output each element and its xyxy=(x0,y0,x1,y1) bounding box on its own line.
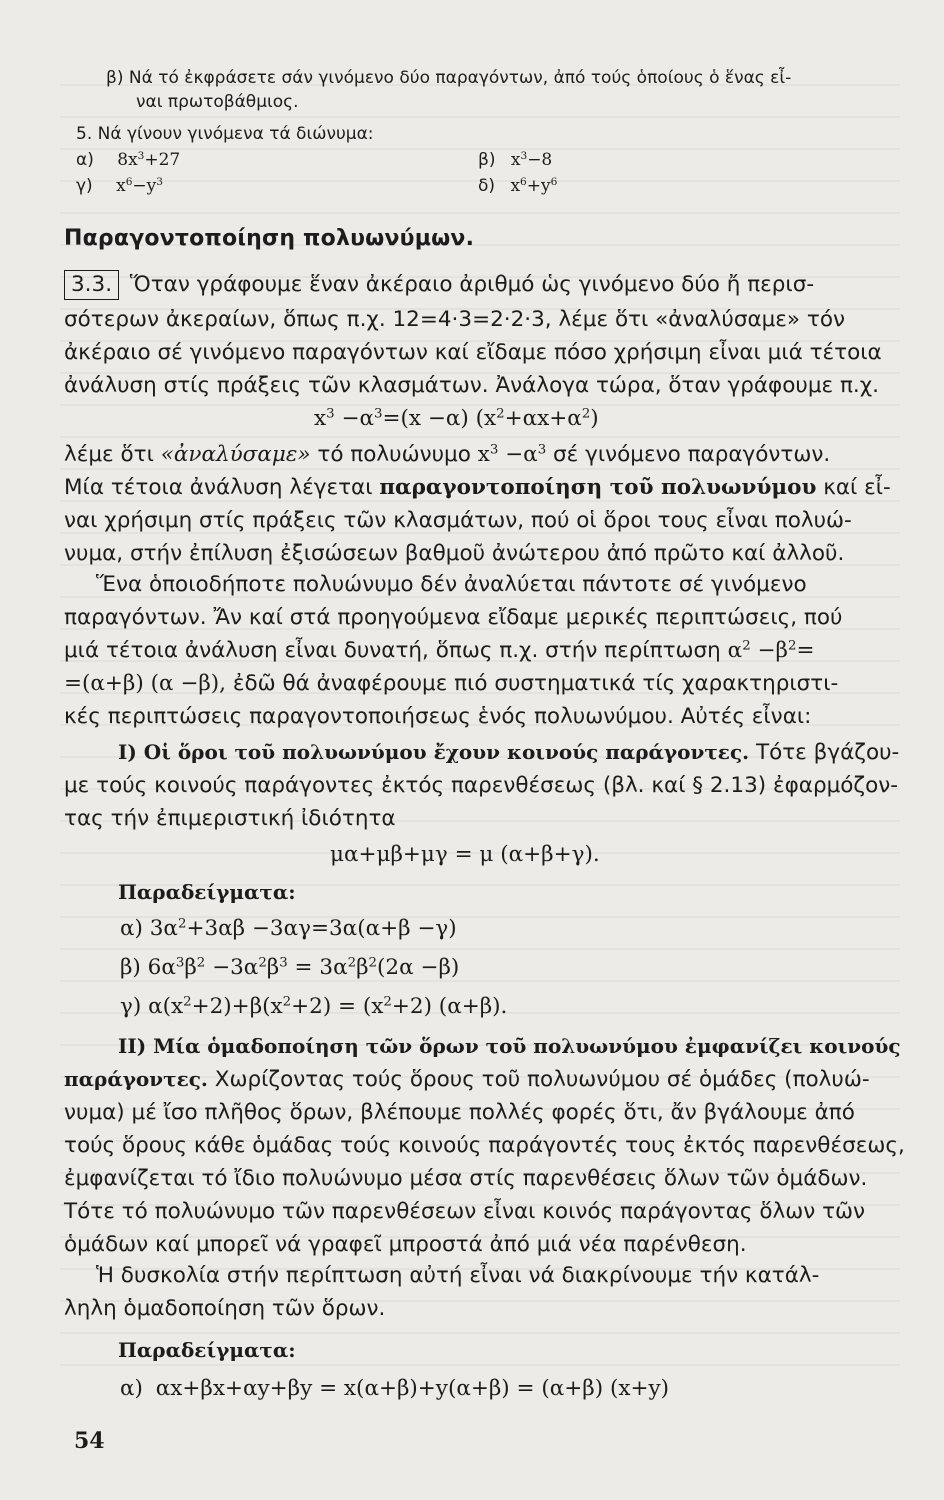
distributive-formula: μα+μβ+μγ = μ (α+β+γ). xyxy=(330,842,600,867)
exercise-5-heading: 5. Νά γίνουν γινόμενα τά διώνυμα: xyxy=(76,124,374,144)
case1-example-a: α) $3\alpha^2+3\alpha\beta -3\alpha\gamma=3\alpha(\alpha+\beta -\gamma)$ xyxy=(120,916,457,941)
p1-line2: σότερων ἀκεραίων, ὅπως π.χ. 12=4·3=2·2·3, λέμε ὅτι «ἀναλύσαμε» τόν xyxy=(64,307,846,332)
case2-line7: Ἡ δυσκολία στήν περίπτωση αὐτή εἶναι νά διακρίνουμε τήν κατάλ- xyxy=(96,1263,820,1288)
p2-line1: Ἕνα ὁποιοδήποτε πολυώνυμο δέν ἀναλύεται πάντοτε σέ γινόμενο xyxy=(96,572,807,597)
case1-line1: I) Οἱ ὅροι τοῦ πολυωνύμου ἔχουν κοινούς παράγοντες. Τότε βγάζου- xyxy=(118,740,900,765)
p2-line2: παραγόντων. Ἄν καί στά προηγούμενα εἴδαμε μερικές περιπτώσεις, πού xyxy=(64,605,843,630)
case2-line1: παράγοντες. Χωρίζοντας τούς ὅρους τοῦ πολυωνύμου σέ ὁμάδες (πολυώ- xyxy=(64,1067,870,1092)
exercise-beta-line1: β) Νά τό ἐκφράσετε σάν γινόμενο δύο παραγόντων, ἀπό τούς ὁποίους ὁ ἕνας εἶ- xyxy=(106,68,792,88)
case2-line3: τούς ὅρους κάθε ὁμάδας τούς κοινούς παράγοντές τους ἐκτός παρενθέσεως, xyxy=(64,1133,905,1158)
case1-example-c: γ) $\alpha(x^2+2)+\beta(x^2+2) = (x^2+2)$ (α+β). xyxy=(120,994,508,1019)
p2-line5: κές περιπτώσεις παραγοντοποιήσεως ἑνός πολυωνύμου. Αὐτές εἶναι: xyxy=(64,704,812,729)
case2-example-a: α) αx+βx+αy+βy = x(α+β)+y(α+β) = (α+β) (x+y) xyxy=(120,1376,670,1401)
formula-difference-of-cubes: $x^3 -\alpha^3=(x -\alpha)$ $(x^2+\alpha x+\alpha^2)$ xyxy=(314,406,599,431)
item-label: δ) xyxy=(478,176,496,196)
exercise-5-item-b: β) $x^3-8$ xyxy=(478,150,553,170)
p1-line7: ναι χρήσιμη στίς πράξεις τῶν κλασμάτων, πού οἱ ὅροι τους εἶναι πολυώ- xyxy=(64,508,852,533)
p2-line4: =(α+β) (α −β), ἐδῶ θά ἀναφέρουμε πιό συστηματικά τίς χαρακτηριστι- xyxy=(64,671,839,696)
case2-line2: νυμα) μέ ἴσο πλῆθος ὅρων, βλέπουμε πολλές φορές ὅτι, ἄν βγάλουμε ἀπό xyxy=(64,1100,855,1125)
case2-examples-title: Παραδείγματα: xyxy=(118,1338,296,1362)
exercise-5-item-c: γ) $x^6-y^3$ xyxy=(76,176,163,196)
case1-line2: με τούς κοινούς παράγοντες ἐκτός παρενθέσεως (βλ. καί § 2.13) ἐφαρμόζον- xyxy=(64,773,899,798)
p1-line6: Μία τέτοια ἀνάλυση λέγεται παραγοντοποίηση τοῦ πολυωνύμου καί εἶ- xyxy=(64,475,891,500)
exercise-beta-line2: ναι πρωτοβάθμιος. xyxy=(136,92,299,112)
section-title: Παραγοντοποίηση πολυωνύμων. xyxy=(64,226,475,251)
p1-line4: ἀνάλυση στίς πράξεις τῶν κλασμάτων. Ἀνάλογα τώρα, ὅταν γράφουμε π.χ. xyxy=(64,373,880,398)
case1-line3: τας τήν ἐπιμεριστική ἰδιότητα xyxy=(64,806,396,831)
section-number: 3.3. xyxy=(64,270,119,300)
item-label: β) xyxy=(478,150,496,170)
page-number: 54 xyxy=(74,1428,105,1454)
case2-line8: ληλη ὁμαδοποίηση τῶν ὅρων. xyxy=(64,1296,386,1321)
case2-heading: II) Μία ὁμαδοποίηση τῶν ὅρων τοῦ πολυωνύμου ἐμφανίζει κοινούς xyxy=(118,1034,901,1058)
p1-line3: ἀκέραιο σέ γινόμενο παραγόντων καί εἴδαμε πόσο χρήσιμη εἶναι μιά τέτοια xyxy=(64,340,882,365)
case1-heading: I) Οἱ ὅροι τοῦ πολυωνύμου ἔχουν κοινούς παράγοντες. xyxy=(118,740,750,764)
case2-line4: ἐμφανίζεται τό ἴδιο πολυώνυμο μέσα στίς παρενθέσεις ὅλων τῶν ὁμάδων. xyxy=(64,1166,868,1191)
exercise-5-item-a: α) $8x^3+27$ xyxy=(76,150,181,170)
case2-line5: Τότε τό πολυώνυμο τῶν παρενθέσεων εἶναι κοινός παράγοντας ὅλων τῶν xyxy=(64,1199,866,1224)
exercise-5-item-d: δ) $x^6+y^6$ xyxy=(478,176,558,196)
term-factorization: παραγοντοποίηση τοῦ πολυωνύμου xyxy=(379,475,817,500)
p1-line8: νυμα, στήν ἐπίλυση ἐξισώσεων βαθμοῦ ἀνώτερου ἀπό πρῶτο καί ἀλλοῦ. xyxy=(64,541,845,566)
item-label: γ) xyxy=(76,176,93,196)
p2-line3: μιά τέτοια ἀνάλυση εἶναι δυνατή, ὅπως π.χ. στήν περίπτωση $\alpha^2 -\beta^2=$ xyxy=(64,638,815,663)
item-label: α) xyxy=(76,150,94,170)
p1-line1: 3.3. Ὅταν γράφουμε ἕναν ἀκέραιο ἀριθμό ὡς γινόμενο δύο ἤ περισ- xyxy=(64,268,814,301)
case2-line6: ὁμάδων καί μπορεῖ νά γραφεῖ μπροστά ἀπό μιά νέα παρένθεση. xyxy=(64,1232,747,1257)
case1-examples-title: Παραδείγματα: xyxy=(118,880,296,904)
p1-line5: λέμε ὅτι «ἀναλύσαμε» τό πολυώνυμο $x^3 -\alpha^3$ σέ γινόμενο παραγόντων. xyxy=(64,442,831,467)
case1-example-b: β) $6\alpha^3\beta^2 -3\alpha^2\beta^3 = 3\alpha^2\beta^2(2\alpha -\beta)$ xyxy=(120,955,460,980)
